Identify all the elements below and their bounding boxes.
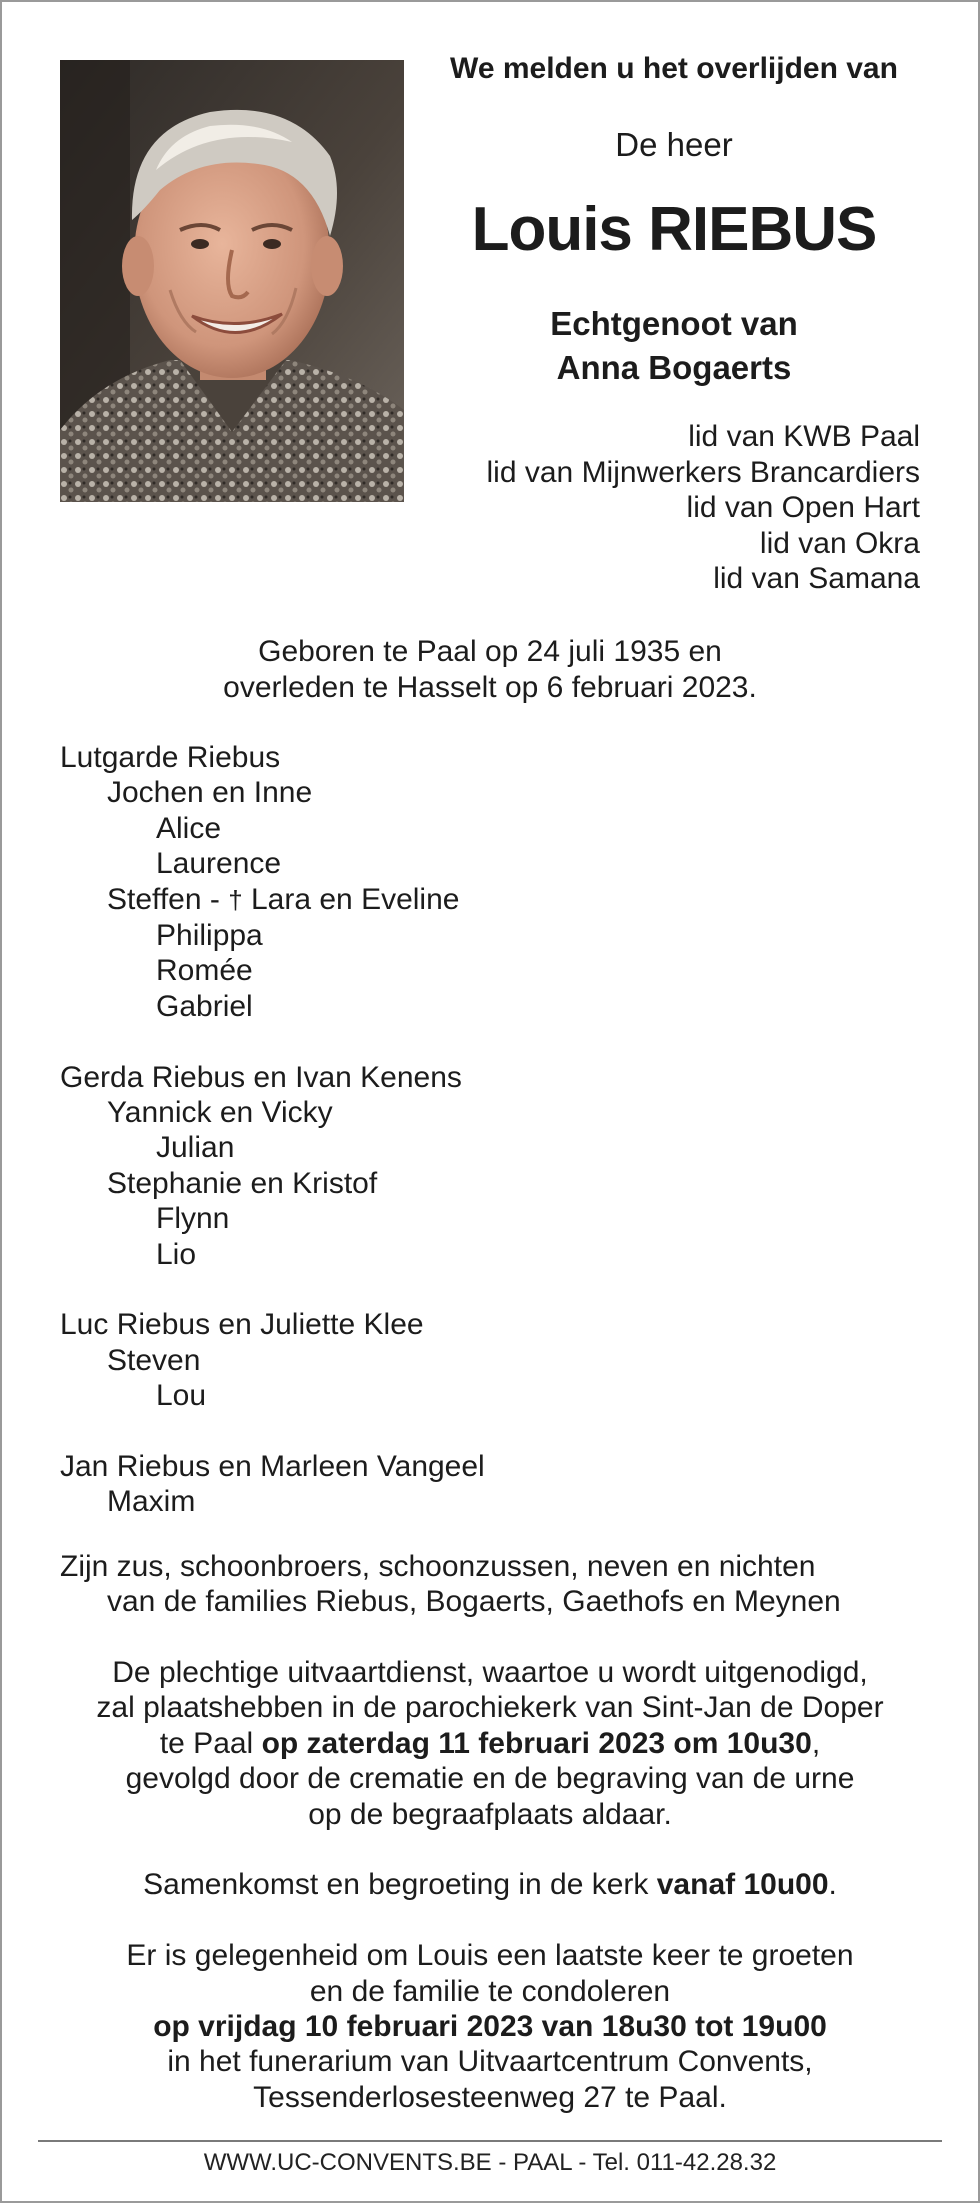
gathering-text: Samenkomst en begroeting in de kerk	[143, 1868, 657, 1902]
family-member-greatgrandchild: Gabriel	[156, 989, 253, 1023]
service-info	[2, 1655, 978, 2115]
service-text: ,	[811, 1726, 821, 1760]
family-member-child: Gerda Riebus en Ivan Kenens	[60, 1060, 462, 1094]
footer-contact: WWW.UC-CONVENTS.BE - PAAL - Tel. 011-42.28.32	[203, 2149, 777, 2176]
family-member-greatgrandchild: Flynn	[156, 1202, 230, 1236]
membership-item: lid van Open Hart	[686, 491, 920, 524]
family-group	[60, 1060, 485, 1272]
portrait-photo	[60, 60, 404, 502]
gathering-line	[2, 1867, 978, 1902]
family-list	[60, 740, 485, 1555]
family-member-grandchild: Yannick en Vicky	[107, 1096, 333, 1130]
announcement-text: We melden u het overlijden van	[450, 52, 898, 85]
family-member-greatgrandchild: Julian	[156, 1131, 235, 1165]
service-line: op de begraafplaats aldaar.	[308, 1797, 672, 1831]
extended-family-line: van de families Riebus, Bogaerts, Gaethofs en Meynen	[107, 1585, 841, 1619]
membership-list	[487, 419, 920, 597]
membership-item: lid van Okra	[759, 526, 920, 560]
spouse-name: Anna Bogaerts	[556, 349, 792, 386]
footer-divider	[38, 2140, 942, 2142]
family-member-greatgrandchild: Alice	[156, 811, 222, 845]
gathering-time: vanaf 10u00	[656, 1868, 829, 1902]
viewing-date-line	[2, 2009, 978, 2044]
family-member-grandchild: Steven	[107, 1343, 201, 1377]
birth-line: Geboren te Paal op 24 juli 1935 en	[258, 635, 722, 668]
family-member-grandchild: Maxim	[107, 1485, 196, 1519]
service-text: te Paal	[159, 1726, 262, 1760]
family-member-greatgrandchild: Romée	[156, 954, 253, 988]
service-line: gevolgd door de crematie en de begraving van de urne	[125, 1762, 855, 1796]
membership-item: lid van KWB Paal	[688, 420, 920, 453]
family-group	[60, 1449, 485, 1520]
viewing-date: op vrijdag 10 februari 2023 van 18u30 tot 19u00	[153, 2010, 827, 2044]
service-date-line	[2, 1726, 978, 1761]
family-member-text: Lara en Eveline	[242, 882, 460, 916]
membership-item: lid van Samana	[713, 562, 920, 595]
family-member-child: Luc Riebus en Juliette Klee	[60, 1308, 424, 1342]
viewing-line: Er is gelegenheid om Louis een laatste keer te groeten	[126, 1939, 854, 1973]
spouse-block	[422, 302, 926, 390]
viewing-line: Tessenderlosesteenweg 27 te Paal.	[253, 2080, 727, 2114]
family-group	[60, 1307, 485, 1413]
family-member-text: Steffen -	[107, 882, 229, 916]
service-line: zal plaatshebben in de parochiekerk van Sint-Jan de Doper	[96, 1691, 884, 1725]
family-member-greatgrandchild: Philippa	[156, 919, 263, 953]
family-member-child: Jan Riebus en Marleen Vangeel	[60, 1450, 485, 1484]
family-member-grandchild: Stephanie en Kristof	[107, 1166, 378, 1200]
spacer	[2, 1832, 978, 1867]
family-member-grandchild	[60, 882, 485, 918]
family-member-greatgrandchild: Laurence	[156, 847, 282, 881]
family-group	[60, 740, 485, 1024]
gathering-text: .	[828, 1868, 837, 1902]
family-member-greatgrandchild: Lou	[156, 1379, 207, 1413]
family-member-child: Lutgarde Riebus	[60, 741, 281, 774]
death-line: overleden te Hasselt op 6 februari 2023.	[223, 670, 757, 704]
family-member-greatgrandchild: Lio	[156, 1237, 197, 1271]
cross-icon: †	[228, 884, 243, 915]
extended-family-line: Zijn zus, schoonbroers, schoonzussen, neven en nichten	[60, 1550, 816, 1583]
extended-family	[60, 1549, 841, 1620]
salutation-text: De heer	[615, 126, 733, 163]
viewing-line: en de familie te condoleren	[309, 1974, 671, 2008]
family-member-grandchild: Jochen en Inne	[107, 776, 313, 810]
viewing-line: in het funerarium van Uitvaartcentrum Convents,	[167, 2045, 813, 2079]
spacer	[2, 1903, 978, 1938]
birth-death-info	[2, 634, 978, 705]
spouse-label: Echtgenoot van	[550, 305, 798, 342]
service-date: op zaterdag 11 februari 2023 om 10u30	[261, 1726, 812, 1760]
deceased-name: Louis RIEBUS	[471, 195, 877, 264]
portrait-illustration	[60, 60, 404, 502]
membership-item: lid van Mijnwerkers Brancardiers	[486, 455, 920, 489]
service-line: De plechtige uitvaartdienst, waartoe u wordt uitgenodigd,	[112, 1656, 868, 1689]
